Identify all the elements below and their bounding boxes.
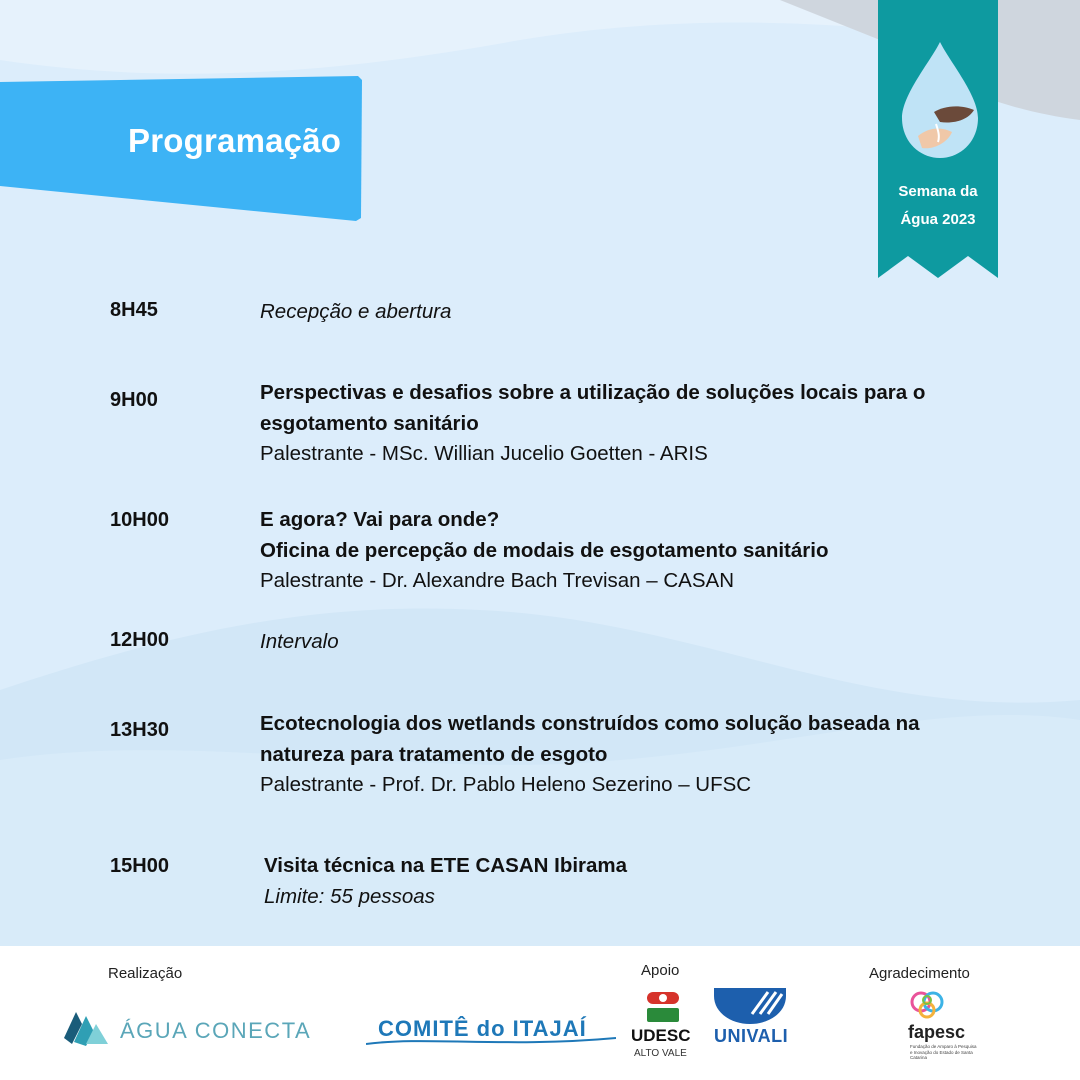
comite-wave-icon xyxy=(366,1034,616,1048)
schedule-title: Visita técnica na ETE CASAN Ibirama xyxy=(264,854,628,877)
schedule-title: E agora? Vai para onde? xyxy=(260,508,500,531)
schedule-item xyxy=(260,297,451,328)
schedule-item xyxy=(260,709,920,801)
badge-line-2: Água 2023 xyxy=(900,211,976,228)
fapesc-logo: fapesc xyxy=(908,1022,966,1042)
schedule-title-cont: esgotamento sanitário xyxy=(260,411,479,435)
schedule-time: 9H00 xyxy=(110,389,158,411)
apoio-label: Apoio xyxy=(641,962,680,979)
udesc-logo-icon xyxy=(645,990,681,1024)
page-title: Programação xyxy=(128,122,342,159)
schedule-item xyxy=(260,378,925,470)
schedule-time: 15H00 xyxy=(110,855,169,877)
event-badge xyxy=(878,178,998,234)
fapesc-subtitle: Fundação de Amparo à Pesquisa e Inovação do Estado de Santa Catarina xyxy=(910,1044,977,1060)
comite-itajai-logo: COMITÊ do ITAJAÍ xyxy=(378,1016,587,1041)
agua-conecta-logo: ÁGUA CONECTA xyxy=(120,1018,312,1043)
schedule-item xyxy=(260,627,339,658)
schedule-time: 12H00 xyxy=(110,629,169,651)
schedule-speaker: Palestrante - Dr. Alexandre Bach Trevisan – CASAN xyxy=(260,569,735,592)
event-ribbon xyxy=(878,0,998,280)
fapesc-brain-icon xyxy=(910,990,944,1020)
schedule-note: Limite: 55 pessoas xyxy=(264,884,435,908)
footer xyxy=(0,946,1080,1080)
realizacao-label: Realização xyxy=(108,965,183,982)
schedule-speaker: Palestrante - Prof. Dr. Pablo Heleno Sezerino – UFSC xyxy=(260,773,752,796)
univali-logo: UNIVALI xyxy=(714,1026,789,1046)
schedule-title: Ecotecnologia dos wetlands construídos como solução baseada na xyxy=(260,712,920,735)
schedule-item xyxy=(264,851,627,912)
udesc-logo: UDESC xyxy=(631,1026,691,1045)
title-banner xyxy=(0,0,362,222)
schedule-time: 10H00 xyxy=(110,509,169,531)
schedule-speaker: Palestrante - MSc. Willian Jucelio Goetten - ARIS xyxy=(260,442,708,465)
schedule-title: Intervalo xyxy=(260,630,339,653)
schedule-title-cont: natureza para tratamento de esgoto xyxy=(260,742,608,766)
schedule-subtitle: Oficina de percepção de modais de esgotamento sanitário xyxy=(260,538,829,562)
badge-line-1: Semana da xyxy=(898,183,978,200)
schedule-time: 13H30 xyxy=(110,719,169,741)
schedule-title: Recepção e abertura xyxy=(260,300,452,323)
univali-logo-icon xyxy=(714,988,786,1024)
udesc-subtitle: ALTO VALE xyxy=(634,1048,687,1059)
schedule-item xyxy=(260,505,828,597)
agradecimento-label: Agradecimento xyxy=(869,965,970,982)
schedule-title: Perspectivas e desafios sobre a utilização de soluções locais para o xyxy=(260,381,926,404)
schedule-time: 8H45 xyxy=(110,299,158,321)
agua-conecta-logo-icon xyxy=(62,1008,110,1048)
